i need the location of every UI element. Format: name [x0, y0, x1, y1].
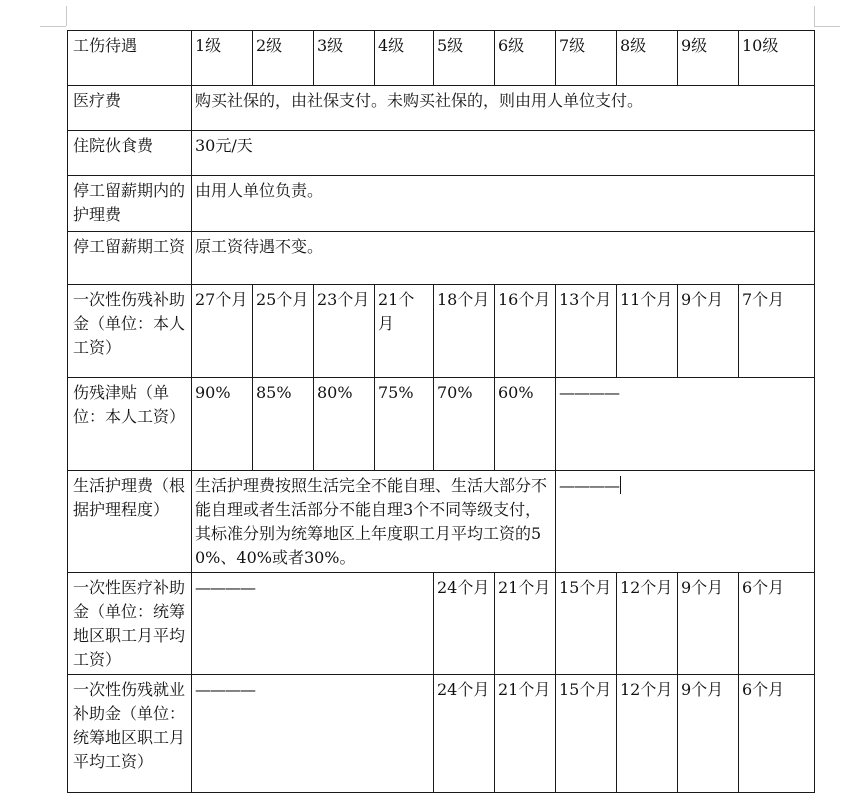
table-row-employment-lump-sum [68, 675, 815, 793]
value-cell: 70% [434, 378, 495, 471]
value-cell: 18个月 [434, 285, 495, 378]
value-cell: 13个月 [556, 285, 617, 378]
table-row-medical-lump-sum [68, 573, 815, 675]
level-5: 5级 [434, 31, 495, 86]
level-6: 6级 [495, 31, 556, 86]
level-10: 10级 [739, 31, 815, 86]
value-cell: 6个月 [739, 675, 815, 793]
nursing-paid-leave-text: 由用人单位负责。 [192, 176, 815, 232]
value-cell: 16个月 [495, 285, 556, 378]
table-row-nursing-paid-leave [68, 176, 815, 232]
value-cell: 80% [314, 378, 375, 471]
value-cell: 23个月 [314, 285, 375, 378]
value-cell: 7个月 [739, 285, 815, 378]
level-7: 7级 [556, 31, 617, 86]
level-3: 3级 [314, 31, 375, 86]
value-cell: 21个月 [495, 573, 556, 675]
value-cell: 15个月 [556, 573, 617, 675]
value-cell: 21个月 [495, 675, 556, 793]
row-label: 医疗费 [68, 86, 192, 131]
table-header-row [68, 31, 815, 86]
value-cell: 6个月 [739, 573, 815, 675]
table-row-wage-paid-leave [68, 232, 815, 285]
text-cursor [620, 476, 621, 494]
living-care-text: 生活护理费按照生活完全不能自理、生活大部分不能自理或者生活部分不能自理3个不同等级支付，其标准分别为统筹地区上年度职工月平均工资的50%、40%或者30%。 [192, 471, 556, 573]
not-applicable-dash: ———— [559, 476, 619, 495]
value-cell: 24个月 [434, 573, 495, 675]
value-cell: 21个月 [375, 285, 434, 378]
row-label: 住院伙食费 [68, 131, 192, 176]
value-cell: 85% [253, 378, 314, 471]
meal-text: 30元/天 [192, 131, 815, 176]
crop-mark [66, 6, 67, 26]
crop-mark [40, 26, 66, 27]
row-label: 停工留薪期内的护理费 [68, 176, 192, 232]
row-label: 一次性伤残补助金（单位：本人工资） [68, 285, 192, 378]
value-cell: 9个月 [678, 285, 739, 378]
value-cell: 60% [495, 378, 556, 471]
row-label: 停工留薪期工资 [68, 232, 192, 285]
value-cell: 9个月 [678, 675, 739, 793]
value-cell: 12个月 [617, 573, 678, 675]
value-cell: 9个月 [678, 573, 739, 675]
value-cell: 15个月 [556, 675, 617, 793]
row-label: 生活护理费（根据护理程度） [68, 471, 192, 573]
medical-text: 购买社保的，由社保支付。未购买社保的，则由用人单位支付。 [192, 86, 815, 131]
table-row-meal [68, 131, 815, 176]
row-label: 一次性伤残就业补助金（单位：统筹地区职工月平均工资） [68, 675, 192, 793]
value-cell: 11个月 [617, 285, 678, 378]
value-cell: 75% [375, 378, 434, 471]
level-8: 8级 [617, 31, 678, 86]
header-label: 工伤待遇 [68, 31, 192, 86]
level-4: 4级 [375, 31, 434, 86]
value-cell: 27个月 [192, 285, 253, 378]
value-cell: 90% [192, 378, 253, 471]
not-applicable-cell [556, 471, 815, 573]
value-cell: 12个月 [617, 675, 678, 793]
table-row-medical [68, 86, 815, 131]
value-cell: 24个月 [434, 675, 495, 793]
not-applicable-dash: ———— [192, 675, 434, 793]
level-9: 9级 [678, 31, 739, 86]
row-label: 伤残津贴（单位：本人工资） [68, 378, 192, 471]
level-2: 2级 [253, 31, 314, 86]
table-row-living-care [68, 471, 815, 573]
crop-mark [814, 6, 815, 26]
table-row-disability-lump-sum [68, 285, 815, 378]
value-cell: 25个月 [253, 285, 314, 378]
row-label: 一次性医疗补助金（单位：统筹地区职工月平均工资） [68, 573, 192, 675]
wage-paid-leave-text: 原工资待遇不变。 [192, 232, 815, 285]
not-applicable-dash: ———— [556, 378, 815, 471]
injury-benefits-table [67, 30, 815, 793]
level-1: 1级 [192, 31, 253, 86]
table-row-disability-allowance [68, 378, 815, 471]
crop-mark [814, 26, 840, 27]
not-applicable-dash: ———— [192, 573, 434, 675]
